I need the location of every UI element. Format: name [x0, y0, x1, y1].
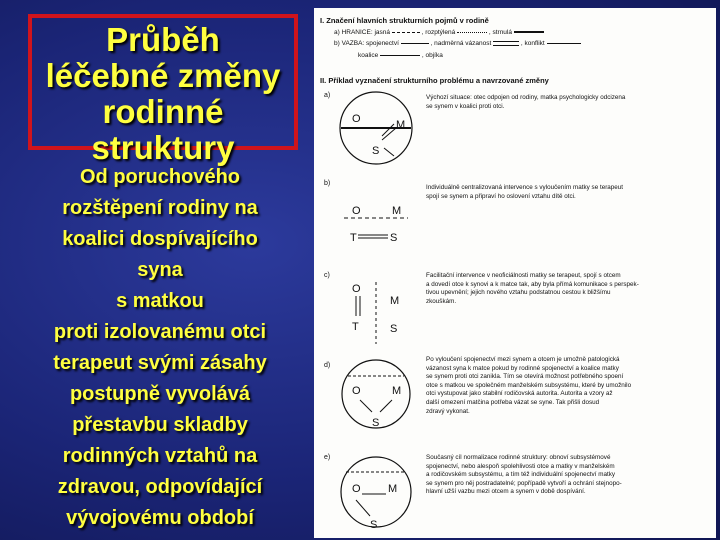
description-line: vázanost syna k matce pokud by rodinné spojenectví a koalice matky — [426, 364, 619, 372]
therapist-node: T — [350, 232, 357, 244]
case-b-description — [426, 184, 696, 201]
body-line: přestavbu skladby — [72, 414, 248, 436]
father-node: O — [352, 205, 361, 217]
legend-bonds — [334, 40, 581, 47]
description-line: se synem v koalici proti otci. — [426, 102, 505, 110]
body-line: koalici dospívajícího — [62, 228, 258, 250]
body-line: Od poruchového — [80, 166, 240, 188]
case-b-letter: b) — [324, 180, 331, 187]
son-node: S — [372, 417, 380, 429]
description-line: spojí se synem a připraví ho oslovení vztahu dítě otci. — [426, 192, 576, 200]
legend-clear-label: a) HRANICE: jasná — [334, 29, 390, 36]
case-e-description — [426, 454, 696, 497]
family-structure-figure — [314, 8, 716, 538]
description-line: Výchozí situace: otec odpojen od rodiny, matka psychologicky odcizena — [426, 94, 626, 101]
body-line: rodinných vztahů na — [62, 445, 258, 467]
title-line: Průběh — [106, 21, 220, 58]
description-line: zdravý vykonat. — [426, 407, 470, 415]
rigid-boundary-symbol — [514, 31, 544, 33]
description-line: se synem proti otci zanikla. Tím se otevírá možnost potřebného spoení — [426, 373, 624, 381]
body-line: zdravou, odpovídající — [57, 476, 263, 498]
description-line: otce s matkou ve společném manželském subsystému, které by umožnilo — [426, 381, 632, 389]
case-e-letter: e) — [324, 454, 331, 461]
father-node: O — [352, 283, 361, 295]
coalition-symbol — [380, 55, 420, 56]
title-line: léčebné změny — [45, 57, 281, 94]
example-heading: II. Příklad vyznačení strukturního problému a navrzované změny — [320, 76, 549, 85]
case-c-diagram — [336, 278, 416, 348]
father-node: O — [352, 483, 361, 495]
description-line: hlavní užší vazbu mezi otcem a synem v době dospívání. — [426, 488, 586, 496]
body-line: terapeut svými zásahy — [53, 352, 267, 374]
description-line: spojenectví, nebo alespoň spolehlivosti otce a matky v manželském — [426, 462, 615, 470]
mother-node: M — [392, 385, 402, 397]
body-line: syna — [137, 259, 183, 281]
legend-conflict-label: , konflikt — [520, 40, 545, 47]
case-e-diagram — [336, 454, 416, 534]
mother-node: M — [396, 119, 406, 131]
son-node: S — [390, 232, 398, 244]
body-line: postupně vyvolává — [69, 383, 251, 405]
legend-overinvolvement-label: , nadměrná vázanost — [430, 40, 492, 47]
legend-boundaries — [334, 29, 544, 36]
description-line: otci vystupovat jako stabilní rodičovská autorita. Autorita a vzory až — [426, 390, 613, 398]
legend-coalition-label: koalice — [358, 52, 379, 59]
case-d-description — [426, 356, 696, 416]
son-node: S — [370, 519, 378, 531]
title-line: struktury — [91, 129, 235, 166]
description-line: zkouškám. — [426, 297, 457, 305]
legend-bypass-label: , objíka — [421, 52, 443, 59]
alliance-symbol — [401, 43, 429, 44]
clear-boundary-symbol — [392, 32, 420, 33]
bond-line — [380, 400, 392, 412]
description-line: Individuálně centralizovaná intervence s vyloučením matky se terapeut — [426, 184, 624, 191]
mother-node: M — [392, 205, 402, 217]
title-line: rodinné — [102, 93, 224, 130]
case-b-diagram — [336, 188, 416, 248]
body-line: vývojovému období — [66, 507, 254, 529]
description-line: tivou upevnění; jejich nového vztahu podstatnou cestou k bližšímu — [426, 289, 611, 297]
case-d-letter: d) — [324, 362, 331, 369]
conflict-symbol — [547, 43, 581, 44]
therapist-node: T — [352, 321, 359, 333]
body-line: s matkou — [116, 290, 204, 312]
legend-heading: I. Značení hlavních strukturních pojmů v rodině — [320, 16, 489, 25]
legend-coalition-row — [358, 52, 443, 59]
slide-body-text — [18, 162, 302, 534]
case-c-letter: c) — [324, 272, 330, 279]
bond-line — [360, 400, 372, 412]
case-a-description — [426, 94, 696, 111]
description-line: se synem pro něj postradatelné; popřípadě vytvoří a ochrání stejnopo- — [426, 479, 622, 487]
bond-line — [384, 148, 394, 156]
father-node: O — [352, 385, 361, 397]
case-d-diagram — [336, 358, 416, 434]
overinvolvement-symbol — [493, 41, 519, 46]
mother-node: M — [388, 483, 398, 495]
legend-diffuse-label: , rozptýlená — [421, 29, 456, 36]
body-line: proti izolovanému otci — [53, 321, 267, 343]
description-line: další omezení matčina potřeba vázat se syne. Tak přišli dosud — [426, 398, 600, 406]
case-c-description — [426, 272, 696, 306]
description-line: Po vyloučení spojenectví mezi synem a otcem je umožně patologická — [426, 356, 620, 363]
diffuse-boundary-symbol — [457, 32, 487, 33]
body-line: rozštěpení rodiny na — [62, 197, 258, 219]
case-a-letter: a) — [324, 92, 331, 99]
case-a-diagram — [336, 88, 416, 168]
description-line: Facilitační intervence v neoficiálnosti matky se terapeut, spojí s otcem — [426, 272, 621, 279]
father-node: O — [352, 113, 361, 125]
description-line: Současný cíl normalizace rodinné struktury: obnoví subsystémové — [426, 454, 611, 461]
description-line: a rodičovském subsystému, a tím též individuální spojenectví matky — [426, 471, 615, 479]
slide-title — [30, 22, 296, 166]
description-line: a dovedí otce k synovi a k matce tak, aby byla přímá komunikace s perspek- — [426, 280, 639, 288]
mother-node: M — [390, 295, 400, 307]
legend-rigid-label: , strnulá — [488, 29, 512, 36]
son-node: S — [390, 323, 398, 335]
son-node: S — [372, 145, 380, 157]
legend-alliance-label: b) VAZBA: spojenectví — [334, 40, 399, 47]
bond-line — [356, 500, 370, 516]
